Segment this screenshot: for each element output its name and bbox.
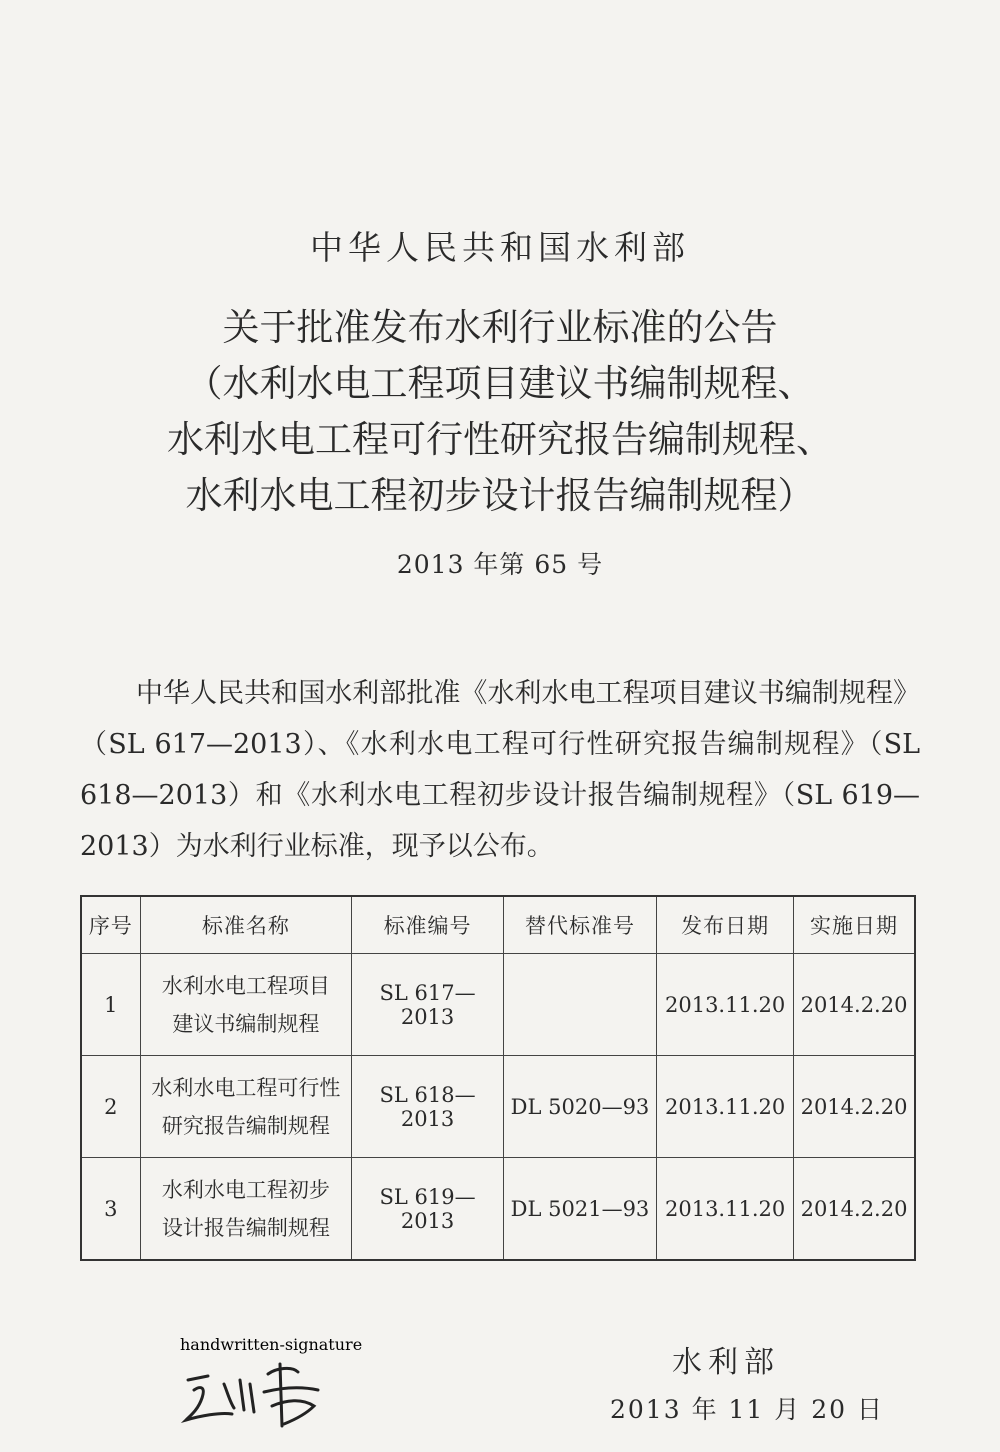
standard-name-line: 水利水电工程可行性 bbox=[151, 1075, 341, 1100]
replaced-standard bbox=[503, 954, 656, 1056]
row-number: 2 bbox=[81, 1056, 140, 1158]
standard-name-line: 设计报告编制规程 bbox=[161, 1215, 330, 1240]
announcement-body: 中华人民共和国水利部批准《水利水电工程项目建议书编制规程》（SL 617—2013）、《水利水电工程可行性研究报告编制规程》（SL 618—2013）和《水利水电工程初步设计报告编制规程》（SL 619—2013）为水利行业标准，现予以公布。 bbox=[80, 678, 920, 862]
standard-code: SL 617—2013 bbox=[352, 954, 503, 1056]
effective-date: 2014.2.20 bbox=[794, 954, 915, 1056]
header-cell: 标准名称 bbox=[140, 896, 352, 954]
standard-name-line: 研究报告编制规程 bbox=[161, 1113, 330, 1138]
replaced-standard: DL 5020—93 bbox=[503, 1056, 656, 1158]
standard-name-line: 水利水电工程初步 bbox=[161, 1177, 330, 1202]
replaced-standard: DL 5021—93 bbox=[503, 1158, 656, 1261]
issue-number: 2013 年第 65 号 bbox=[396, 550, 604, 579]
title-line: 水利水电工程初步设计报告编制规程） bbox=[185, 474, 815, 517]
header-cell: 发布日期 bbox=[657, 896, 794, 954]
table-header-row bbox=[81, 896, 915, 954]
issue-date: 2013.11.20 bbox=[657, 1056, 794, 1158]
issue-date: 2013.11.20 bbox=[657, 1158, 794, 1261]
standard-name bbox=[140, 1056, 352, 1158]
standard-name-line: 水利水电工程项目 bbox=[161, 973, 330, 998]
row-number: 1 bbox=[81, 954, 140, 1056]
standards-table bbox=[80, 895, 916, 1261]
header-cell: 替代标准号 bbox=[503, 896, 656, 954]
row-number: 3 bbox=[81, 1158, 140, 1261]
header-cell: 序号 bbox=[81, 896, 140, 954]
title-line: （水利水电工程项目建议书编制规程、 bbox=[185, 362, 815, 405]
signing-authority: 水利部 bbox=[672, 1345, 780, 1380]
table-row bbox=[81, 1158, 915, 1261]
standard-code: SL 618—2013 bbox=[352, 1056, 503, 1158]
standard-name-line: 建议书编制规程 bbox=[172, 1011, 320, 1036]
announcement-title bbox=[0, 300, 1000, 524]
issue-date: 2013.11.20 bbox=[657, 954, 794, 1056]
effective-date: 2014.2.20 bbox=[794, 1158, 915, 1261]
table-row bbox=[81, 1056, 915, 1158]
effective-date: 2014.2.20 bbox=[794, 1056, 915, 1158]
issuing-ministry: 中华人民共和国水利部 bbox=[310, 228, 690, 267]
signature-text: handwritten-signature bbox=[180, 1335, 363, 1354]
table-row bbox=[81, 954, 915, 1056]
standard-name bbox=[140, 1158, 352, 1261]
signing-date: 2013 年 11 月 20 日 bbox=[610, 1395, 884, 1424]
header-cell: 标准编号 bbox=[352, 896, 503, 954]
title-line: 水利水电工程可行性研究报告编制规程、 bbox=[167, 418, 833, 461]
header-cell: 实施日期 bbox=[794, 896, 915, 954]
standard-name bbox=[140, 954, 352, 1056]
standard-code: SL 619—2013 bbox=[352, 1158, 503, 1261]
title-line: 关于批准发布水利行业标准的公告 bbox=[222, 306, 778, 349]
handwritten-signature bbox=[180, 1335, 363, 1430]
